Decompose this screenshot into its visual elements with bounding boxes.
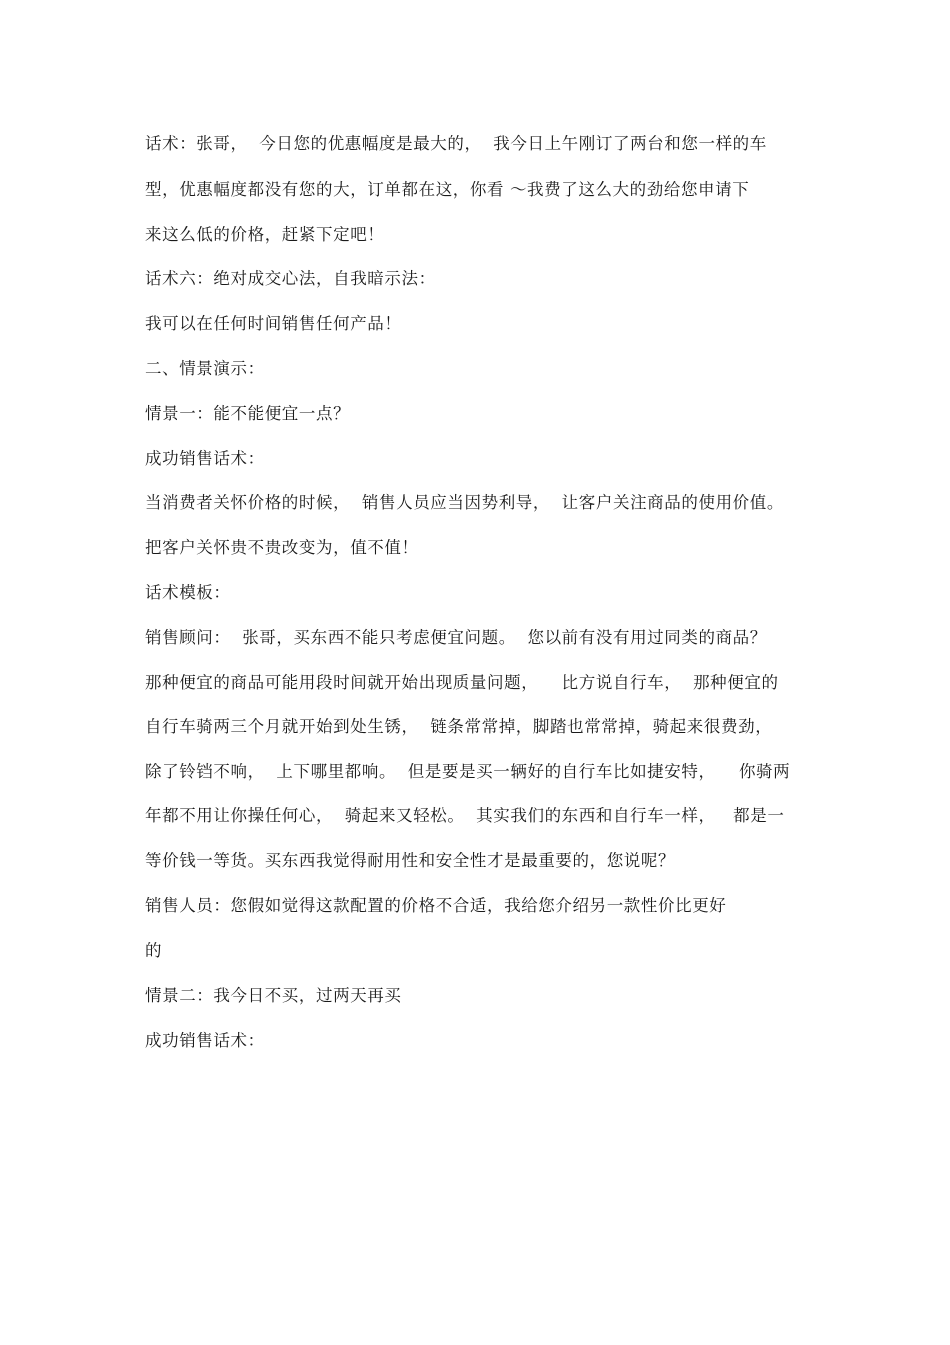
section-heading: 二、情景演示： bbox=[145, 359, 265, 378]
text-line: 销售人员：您假如觉得这款配置的价格不合适，我给您介绍另一款性价比更好 bbox=[145, 896, 727, 915]
text-line: 我可以在任何时间销售任何产品！ bbox=[145, 314, 402, 333]
text-line: 等价钱一等货。买东西我觉得耐用性和安全性才是最重要的，您说呢？ bbox=[145, 851, 676, 870]
text-line: 自行车骑两三个月就开始到处生锈， 链条常常掉，脚踏也常常掉，骑起来很费劲， bbox=[145, 717, 773, 736]
text-line: 那种便宜的商品可能用段时间就开始出现质量问题， 比方说自行车， 那种便宜的 bbox=[145, 673, 779, 692]
text-line: 的 bbox=[145, 941, 163, 960]
scenario-heading: 情景二：我今日不买，过两天再买 bbox=[145, 986, 402, 1005]
subheading: 话术模板： bbox=[145, 583, 231, 602]
text-line: 当消费者关怀价格的时候， 销售人员应当因势利导， 让客户关注商品的使用价值。 bbox=[145, 493, 784, 512]
text-line: 销售顾问： 张哥，买东西不能只考虑便宜问题。 您以前有没有用过同类的商品？ bbox=[145, 628, 767, 647]
text-line: 除了铃铛不响， 上下哪里都响。 但是要是买一辆好的自行车比如捷安特， 你骑两 bbox=[145, 762, 791, 781]
text-line: 型，优惠幅度都没有您的大，订单都在这，你看 ～我费了这么大的劲给您申请下 bbox=[145, 180, 750, 199]
scenario-heading: 情景一：能不能便宜一点？ bbox=[145, 404, 351, 423]
subheading: 成功销售话术： bbox=[145, 1031, 265, 1050]
section-heading: 话术六：绝对成交心法，自我暗示法： bbox=[145, 269, 436, 288]
text-line: 话术：张哥， 今日您的优惠幅度是最大的， 我今日上午刚订了两台和您一样的车 bbox=[145, 134, 767, 153]
text-line: 把客户关怀贵不贵改变为，值不值！ bbox=[145, 538, 419, 557]
text-line: 来这么低的价格，赶紧下定吧！ bbox=[145, 225, 385, 244]
subheading: 成功销售话术： bbox=[145, 449, 265, 468]
text-line: 年都不用让你操任何心， 骑起来又轻松。 其实我们的东西和自行车一样， 都是一 bbox=[145, 806, 785, 825]
